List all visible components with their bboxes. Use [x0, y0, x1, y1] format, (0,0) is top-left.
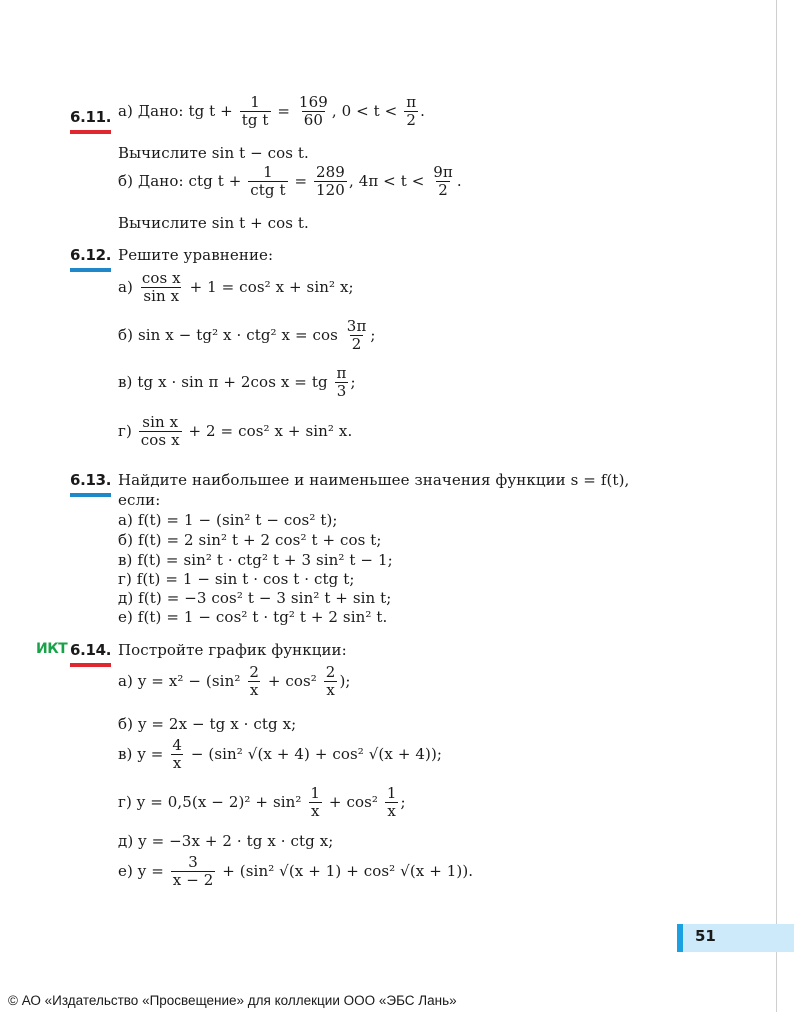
copyright-notice: © АО «Издательство «Просвещение» для коллекции ООО «ЭБС Лань» — [8, 993, 457, 1008]
page-number: 51 — [695, 927, 716, 945]
problem-title-continued: если: — [118, 491, 161, 509]
function-item: б) f(t) = 2 sin² t + 2 cos² t + cos t; — [118, 531, 382, 549]
problem-number: 6.13. — [70, 471, 111, 489]
equation-b: б) sin x − tg² x · ctg² x = cos $\frac{3\pi}{2}$ ; — [118, 317, 376, 354]
function-item: а) f(t) = 1 − (sin² t − cos² t); — [118, 511, 338, 529]
task-a: Вычислите sin t − cos t. — [118, 144, 309, 162]
problem-number-underline — [70, 493, 111, 497]
equation-d: г) $\frac{\text{sin x}}{\text{cos x}}$ + 2 = cos² x + sin² x. — [118, 413, 353, 450]
function-item: г) f(t) = 1 − sin t · cos t · ctg t; — [118, 570, 355, 588]
problem-title: Постройте график функции: — [118, 641, 347, 659]
problem-number: 6.12. — [70, 246, 111, 264]
problem-title: Найдите наибольшее и наименьшее значения функции s = f(t), — [118, 471, 630, 489]
function-f: е) y = $\frac{3}{x - 2}$ + (sin² √(x + 1) + cos² √(x + 1)). — [118, 853, 474, 890]
problem-number-underline — [70, 663, 111, 667]
function-a: а) y = x² − (sin² $\frac{2}{x}$ + cos² $\frac{2}{x}$ ); — [118, 663, 351, 700]
function-e: д) y = −3x + 2 · tg x · ctg x; — [118, 832, 334, 850]
ikt-badge: ИКТ — [36, 641, 68, 657]
problem-number-underline — [70, 130, 111, 134]
function-item: е) f(t) = 1 − cos² t · tg² t + 2 sin² t. — [118, 608, 388, 626]
function-item: в) f(t) = sin² t · ctg² t + 3 sin² t − 1; — [118, 551, 393, 569]
function-d: г) y = 0,5(x − 2)² + sin² $\frac{1}{x}$ + cos² $\frac{1}{x}$ ; — [118, 784, 406, 821]
page-number-bar — [677, 924, 794, 952]
condition-a: а) Дано: tg t + $\frac{1}{\text{tg t}}$ = $\frac{169}{60}$ , 0 < t < $\frac{\pi}{2}$ . — [118, 93, 426, 130]
problem-number: 6.11. — [70, 108, 111, 126]
task-b: Вычислите sin t + cos t. — [118, 214, 309, 232]
page-number-marker — [677, 924, 683, 952]
equation-a: а) $\frac{\text{cos x}}{\text{sin x}}$ + 1 = cos² x + sin² x; — [118, 269, 354, 306]
problem-number: 6.14. — [70, 641, 111, 659]
condition-b: б) Дано: ctg t + $\frac{1}{\text{ctg t}}$ = $\frac{289}{120}$ , 4π < t < $\frac{9\pi}{2}$ . — [118, 163, 462, 200]
function-b: б) y = 2x − tg x · ctg x; — [118, 715, 297, 733]
function-item: д) f(t) = −3 cos² t − 3 sin² t + sin t; — [118, 589, 392, 607]
problem-number-underline — [70, 268, 111, 272]
problem-title: Решите уравнение: — [118, 246, 274, 264]
equation-c: в) tg x · sin π + 2cos x = tg $\frac{\pi}{3}$ ; — [118, 364, 356, 401]
page-edge-line — [776, 0, 777, 1012]
function-c: в) y = $\frac{4}{x}$ − (sin² √(x + 4) + cos² √(x + 4)); — [118, 736, 443, 773]
